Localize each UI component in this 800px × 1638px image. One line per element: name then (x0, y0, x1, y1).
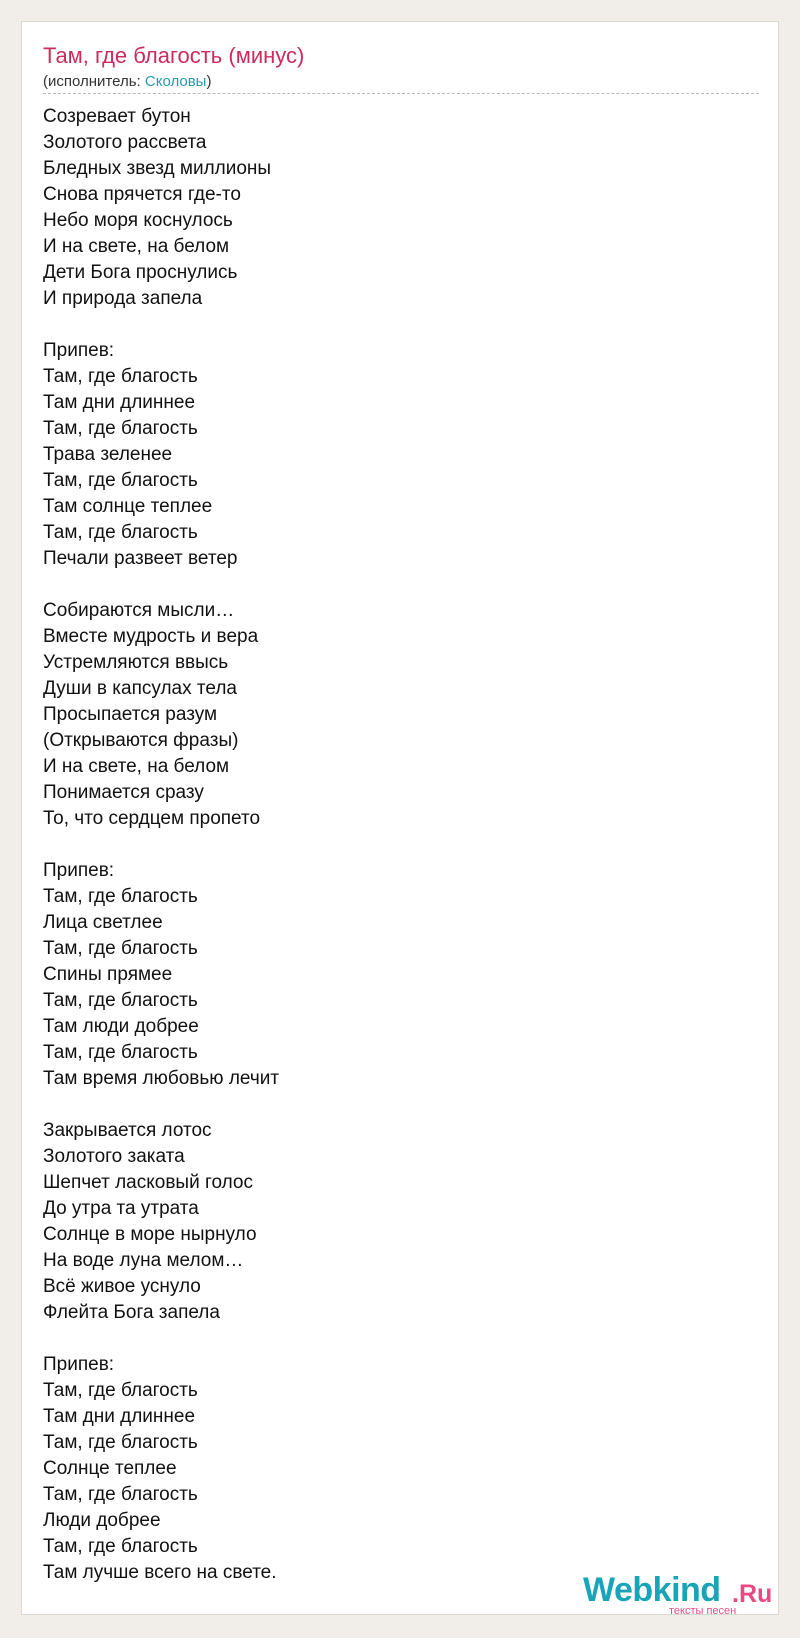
lyric-line: Устремляются ввысь (43, 652, 229, 673)
lyric-line: И природа запела (43, 288, 203, 309)
lyric-line: Там, где благость (43, 886, 198, 907)
stanza-break (43, 312, 743, 338)
logo-tagline: тексты песен (669, 1605, 737, 1617)
lyric-line: Там, где благость (43, 522, 198, 543)
lyric-line: Там, где благость (43, 470, 198, 491)
title-divider (43, 93, 759, 94)
lyric-line: Там, где благость (43, 418, 198, 439)
lyric-line: Шепчет ласковый голос (43, 1172, 254, 1193)
lyric-line: Флейта Бога запела (43, 1302, 220, 1323)
lyric-line: (Открываются фразы) (43, 730, 239, 751)
song-title: Там, где благость (минус) (43, 43, 305, 68)
webkind-logo[interactable] (583, 1571, 788, 1617)
lyric-line: Там, где благость (43, 1432, 198, 1453)
stanza-break (43, 1326, 743, 1352)
lyric-line: Спины прямее (43, 964, 173, 985)
artist-line (43, 73, 211, 91)
lyric-line: Вместе мудрость и вера (43, 626, 259, 647)
lyric-line: Припев: (43, 1354, 115, 1375)
lyric-line: Закрывается лотос (43, 1120, 212, 1141)
lyric-line: Солнце теплее (43, 1458, 177, 1479)
lyric-line: Всё живое уснуло (43, 1276, 201, 1297)
stanza-break (43, 1092, 743, 1118)
lyric-line: Там дни длиннее (43, 1406, 196, 1427)
lyric-line: Небо моря коснулось (43, 210, 233, 231)
lyric-line: Там, где благость (43, 1380, 198, 1401)
lyric-line: Души в капсулах тела (43, 678, 237, 699)
lyric-line: Золотого рассвета (43, 132, 207, 153)
lyric-line: На воде луна мелом… (43, 1250, 244, 1271)
lyric-line: Золотого заката (43, 1146, 185, 1167)
lyric-line: Снова прячется где-то (43, 184, 241, 205)
artist-link[interactable]: Сколовы (144, 73, 207, 90)
lyric-line: Припев: (43, 860, 115, 881)
lyric-line: Там, где благость (43, 938, 198, 959)
logo-wordmark: Webkind (583, 1571, 721, 1609)
lyric-line: Там, где благость (43, 990, 198, 1011)
lyric-line: И на свете, на белом (43, 236, 230, 257)
lyric-line: Там, где благость (43, 1536, 198, 1557)
lyric-line: До утра та утрата (43, 1198, 199, 1219)
lyric-line: Бледных звезд миллионы (43, 158, 272, 179)
lyric-line: Люди добрее (43, 1510, 161, 1531)
lyric-line: Просыпается разум (43, 704, 218, 725)
lyric-line: Понимается сразу (43, 782, 204, 803)
lyric-line: Собираются мысли… (43, 600, 235, 621)
lyric-line: Печали развеет ветер (43, 548, 238, 569)
logo-domain-suffix: .Ru (732, 1580, 773, 1608)
lyric-line: И на свете, на белом (43, 756, 230, 777)
lyric-line: Там лучше всего на свете. (43, 1562, 277, 1583)
lyric-line: Припев: (43, 340, 115, 361)
lyric-line: Трава зеленее (43, 444, 173, 465)
lyric-line: Созревает бутон (43, 106, 191, 127)
stanza-break (43, 572, 743, 598)
stanza-break (43, 832, 743, 858)
lyric-line: Лица светлее (43, 912, 163, 933)
lyric-line: Там солнце теплее (43, 496, 213, 517)
lyrics-card (21, 21, 779, 1615)
lyric-line: То, что сердцем пропето (43, 808, 261, 829)
lyric-line: Солнце в море нырнуло (43, 1224, 257, 1245)
lyric-line: Дети Бога проснулись (43, 262, 238, 283)
lyric-line: Там, где благость (43, 1042, 198, 1063)
lyric-line: Там люди добрее (43, 1016, 199, 1037)
lyric-line: Там дни длиннее (43, 392, 196, 413)
artist-prefix: (исполнитель: (43, 73, 145, 90)
lyric-line: Там время любовью лечит (43, 1068, 280, 1089)
lyrics-text (43, 104, 743, 1586)
lyric-line: Там, где благость (43, 1484, 198, 1505)
lyric-line: Там, где благость (43, 366, 198, 387)
artist-suffix: ) (206, 73, 212, 90)
